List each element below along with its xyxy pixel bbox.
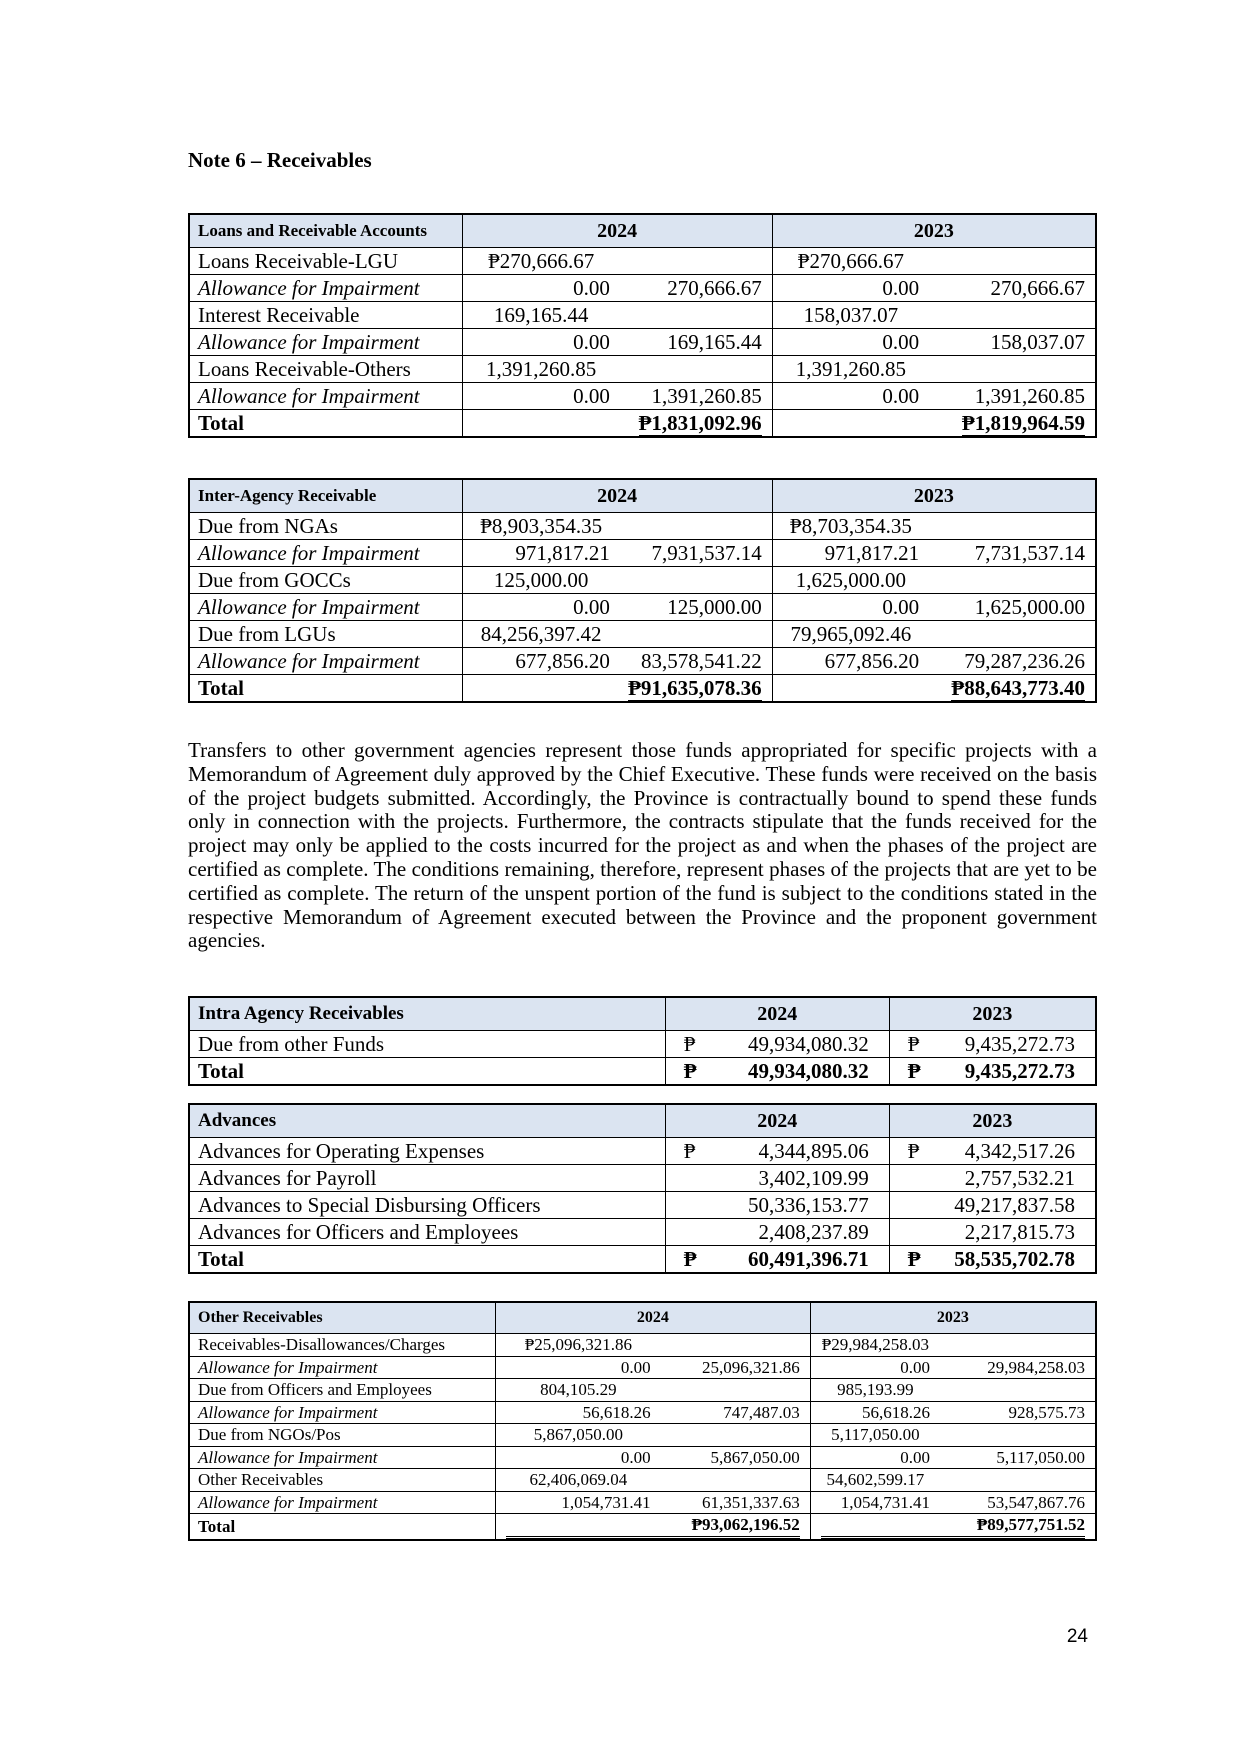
amount-cell: 50,336,153.77 xyxy=(665,1192,889,1219)
table-row xyxy=(189,410,1096,438)
total-amount: ₱91,635,078.36 xyxy=(628,676,762,702)
table-header-row xyxy=(189,1104,1096,1138)
intra-agency-receivables-table xyxy=(188,996,1097,1086)
row-label: Advances for Officers and Employees xyxy=(189,1219,665,1246)
row-label: Due from LGUs xyxy=(189,621,462,648)
amount-cell: 49,217,837.58 xyxy=(889,1192,1096,1219)
amount-cell xyxy=(496,1514,811,1540)
amount-cell: 2,408,237.89 xyxy=(665,1219,889,1246)
amount-cell: ₱29,984,258.03 xyxy=(810,1334,940,1357)
year-2024-header: 2024 xyxy=(496,1302,811,1334)
peso-sign: ₱ xyxy=(683,1032,696,1057)
amount-cell: 158,037.07 xyxy=(772,302,929,329)
amount-cell: 2,757,532.21 xyxy=(889,1165,1096,1192)
amount-cell: 169,165.44 xyxy=(462,302,620,329)
row-label: Allowance for Impairment xyxy=(189,383,462,410)
table-row xyxy=(189,1058,1096,1086)
amount-cell xyxy=(620,248,772,275)
amount-cell: ₱ 60,491,396.71 xyxy=(665,1246,889,1274)
table-title: Advances xyxy=(189,1104,665,1138)
peso-sign: ₱ xyxy=(907,1059,921,1084)
table-row xyxy=(189,1165,1096,1192)
amount-cell: 125,000.00 xyxy=(620,594,772,621)
row-label: Allowance for Impairment xyxy=(189,275,462,302)
row-label: Advances for Operating Expenses xyxy=(189,1138,665,1165)
amount-cell: 79,965,092.46 xyxy=(772,621,929,648)
amount-cell xyxy=(940,1334,1096,1357)
amount-cell: 5,867,050.00 xyxy=(661,1446,811,1469)
amount-cell: ₱ 4,344,895.06 xyxy=(665,1138,889,1165)
amount-cell xyxy=(929,356,1096,383)
row-label: Total xyxy=(189,1246,665,1274)
row-label: Allowance for Impairment xyxy=(189,594,462,621)
amount-cell: 0.00 xyxy=(772,329,929,356)
year-2024-header: 2024 xyxy=(665,997,889,1031)
amount-cell: ₱8,903,354.35 xyxy=(462,513,620,540)
table-row xyxy=(189,1246,1096,1274)
amount-cell: 0.00 xyxy=(462,275,620,302)
loans-and-receivable-table xyxy=(188,213,1097,438)
row-label: Other Receivables xyxy=(189,1469,496,1492)
other-receivables-table xyxy=(188,1301,1097,1541)
table-title: Intra Agency Receivables xyxy=(189,997,665,1031)
amount-cell: ₱25,096,321.86 xyxy=(496,1334,661,1357)
table-row xyxy=(189,1491,1096,1514)
amount-cell: 5,117,050.00 xyxy=(940,1446,1096,1469)
amount-cell: 928,575.73 xyxy=(940,1401,1096,1424)
amount-cell: 677,856.20 xyxy=(462,648,620,675)
total-amount: ₱89,577,751.52 xyxy=(821,1514,1085,1539)
amount-cell xyxy=(620,621,772,648)
table-row xyxy=(189,1514,1096,1540)
advances-table xyxy=(188,1103,1097,1274)
table-row xyxy=(189,1446,1096,1469)
amount-cell xyxy=(661,1379,811,1402)
amount-cell xyxy=(620,567,772,594)
amount-cell: 62,406,069.04 xyxy=(496,1469,661,1492)
amount-cell: 0.00 xyxy=(810,1356,940,1379)
table-row xyxy=(189,648,1096,675)
amount-cell: ₱8,703,354.35 xyxy=(772,513,929,540)
table-row xyxy=(189,1219,1096,1246)
total-amount: ₱93,062,196.52 xyxy=(506,1514,800,1539)
amount-cell xyxy=(772,410,1096,438)
amount-cell: 7,731,537.14 xyxy=(929,540,1096,567)
amount-cell: 971,817.21 xyxy=(462,540,620,567)
year-2023-header: 2023 xyxy=(810,1302,1096,1334)
peso-sign: ₱ xyxy=(683,1059,697,1084)
row-label: Allowance for Impairment xyxy=(189,1356,496,1379)
row-label: Total xyxy=(189,1058,665,1086)
total-amount: ₱1,819,964.59 xyxy=(962,411,1085,437)
table-row xyxy=(189,1031,1096,1058)
amount-cell: 0.00 xyxy=(772,594,929,621)
amount-cell: ₱ 49,934,080.32 xyxy=(665,1031,889,1058)
table-row xyxy=(189,1138,1096,1165)
amount-cell: 169,165.44 xyxy=(620,329,772,356)
table-row xyxy=(189,540,1096,567)
amount-cell: 270,666.67 xyxy=(620,275,772,302)
peso-sign: ₱ xyxy=(907,1139,920,1164)
row-label: Due from Officers and Employees xyxy=(189,1379,496,1402)
table-row xyxy=(189,248,1096,275)
amount-cell: 677,856.20 xyxy=(772,648,929,675)
row-label: Allowance for Impairment xyxy=(189,540,462,567)
amount-cell: 83,578,541.22 xyxy=(620,648,772,675)
amount-cell xyxy=(929,248,1096,275)
row-label: Advances to Special Disbursing Officers xyxy=(189,1192,665,1219)
amount-cell xyxy=(462,410,772,438)
amount-cell: 0.00 xyxy=(772,383,929,410)
row-label: Total xyxy=(189,675,462,703)
table-row xyxy=(189,275,1096,302)
amount-cell: 125,000.00 xyxy=(462,567,620,594)
amount-cell: 5,117,050.00 xyxy=(810,1424,940,1447)
table-row xyxy=(189,356,1096,383)
amount-cell: ₱ 58,535,702.78 xyxy=(889,1246,1096,1274)
amount-cell: 5,867,050.00 xyxy=(496,1424,661,1447)
amount-cell: ₱ 4,342,517.26 xyxy=(889,1138,1096,1165)
amount-cell: 1,391,260.85 xyxy=(772,356,929,383)
amount-cell: ₱ 9,435,272.73 xyxy=(889,1058,1096,1086)
year-2024-header: 2024 xyxy=(462,214,772,248)
table-header-row xyxy=(189,1302,1096,1334)
table-row xyxy=(189,383,1096,410)
row-label: Total xyxy=(189,410,462,438)
amount-cell: 79,287,236.26 xyxy=(929,648,1096,675)
amount-cell: 1,625,000.00 xyxy=(929,594,1096,621)
amount-cell: 158,037.07 xyxy=(929,329,1096,356)
amount-cell: 25,096,321.86 xyxy=(661,1356,811,1379)
year-2023-header: 2023 xyxy=(889,1104,1096,1138)
amount-cell xyxy=(929,621,1096,648)
transfers-paragraph: Transfers to other government agencies represent those funds appropriated for specific projects with a Memorandum of Agreement duly approved by the Chief Executive. These funds were received on the basis of the project budgets submitted. Accordingly, the Province is contractually bound to spend these funds only in connection with the projects. Furthermore, the contracts stipulate that the funds received for the project may only be applied to the costs incurred for the project as and when the phases of the project are certified as complete. The conditions remaining, therefore, represent phases of the projects that are yet to be certified as complete. The return of the unspent portion of the fund is subject to the conditions stated in the respective Memorandum of Agreement executed between the Province and the proponent government agencies. xyxy=(188,738,1097,953)
amount-cell xyxy=(661,1469,811,1492)
year-2023-header: 2023 xyxy=(772,214,1096,248)
table-row xyxy=(189,1469,1096,1492)
table-row xyxy=(189,1334,1096,1357)
amount-cell: 29,984,258.03 xyxy=(940,1356,1096,1379)
table-title: Other Receivables xyxy=(189,1302,496,1334)
row-label: Total xyxy=(189,1514,496,1540)
amount-cell: 0.00 xyxy=(496,1446,661,1469)
peso-sign: ₱ xyxy=(907,1032,920,1057)
amount-cell: 1,391,260.85 xyxy=(929,383,1096,410)
page-number: 24 xyxy=(1066,1626,1088,1647)
row-label: Allowance for Impairment xyxy=(189,648,462,675)
amount-cell: 2,217,815.73 xyxy=(889,1219,1096,1246)
year-2023-header: 2023 xyxy=(889,997,1096,1031)
amount-cell: 7,931,537.14 xyxy=(620,540,772,567)
peso-sign: ₱ xyxy=(683,1139,696,1164)
amount-cell xyxy=(929,567,1096,594)
year-2024-header: 2024 xyxy=(665,1104,889,1138)
amount-cell xyxy=(661,1424,811,1447)
amount-cell: 0.00 xyxy=(462,329,620,356)
amount-cell: 56,618.26 xyxy=(810,1401,940,1424)
amount-cell: 0.00 xyxy=(810,1446,940,1469)
amount-cell: 0.00 xyxy=(462,594,620,621)
amount-cell xyxy=(929,302,1096,329)
note-title: Note 6 – Receivables xyxy=(188,148,372,172)
amount-cell: 53,547,867.76 xyxy=(940,1491,1096,1514)
row-label: Loans Receivable-Others xyxy=(189,356,462,383)
amount-cell: 54,602,599.17 xyxy=(810,1469,940,1492)
table-row xyxy=(189,302,1096,329)
amount-cell xyxy=(462,675,772,703)
table-title: Inter-Agency Receivable xyxy=(189,479,462,513)
amount-cell xyxy=(620,356,772,383)
table-row xyxy=(189,621,1096,648)
row-label: Interest Receivable xyxy=(189,302,462,329)
amount-cell: 0.00 xyxy=(462,383,620,410)
row-label: Due from GOCCs xyxy=(189,567,462,594)
amount-cell: ₱ 9,435,272.73 xyxy=(889,1031,1096,1058)
table-row xyxy=(189,1379,1096,1402)
amount-cell: 61,351,337.63 xyxy=(661,1491,811,1514)
row-label: Due from NGAs xyxy=(189,513,462,540)
amount-cell: 971,817.21 xyxy=(772,540,929,567)
amount-cell: 56,618.26 xyxy=(496,1401,661,1424)
table-title: Loans and Receivable Accounts xyxy=(189,214,462,248)
table-row xyxy=(189,1401,1096,1424)
row-label: Due from NGOs/Pos xyxy=(189,1424,496,1447)
total-amount: ₱1,831,092.96 xyxy=(639,411,762,437)
amount-cell xyxy=(929,513,1096,540)
table-row xyxy=(189,1356,1096,1379)
amount-cell xyxy=(772,675,1096,703)
table-header-row xyxy=(189,214,1096,248)
table-row xyxy=(189,675,1096,703)
amount-cell: 3,402,109.99 xyxy=(665,1165,889,1192)
row-label: Loans Receivable-LGU xyxy=(189,248,462,275)
amount-cell: 0.00 xyxy=(496,1356,661,1379)
amount-cell: 1,391,260.85 xyxy=(620,383,772,410)
amount-cell xyxy=(620,302,772,329)
amount-cell: ₱270,666.67 xyxy=(462,248,620,275)
amount-cell xyxy=(661,1334,811,1357)
amount-cell xyxy=(810,1514,1096,1540)
table-header-row xyxy=(189,997,1096,1031)
row-label: Due from other Funds xyxy=(189,1031,665,1058)
amount-cell xyxy=(940,1424,1096,1447)
amount-cell: 985,193.99 xyxy=(810,1379,940,1402)
amount-cell: ₱270,666.67 xyxy=(772,248,929,275)
row-label: Allowance for Impairment xyxy=(189,329,462,356)
amount-cell: 84,256,397.42 xyxy=(462,621,620,648)
amount-cell: 1,391,260.85 xyxy=(462,356,620,383)
year-2023-header: 2023 xyxy=(772,479,1096,513)
row-label: Allowance for Impairment xyxy=(189,1491,496,1514)
peso-sign: ₱ xyxy=(683,1247,697,1272)
amount-cell: 1,625,000.00 xyxy=(772,567,929,594)
table-row xyxy=(189,329,1096,356)
peso-sign: ₱ xyxy=(907,1247,921,1272)
amount-cell: 0.00 xyxy=(772,275,929,302)
table-row xyxy=(189,513,1096,540)
amount-cell: 1,054,731.41 xyxy=(810,1491,940,1514)
row-label: Allowance for Impairment xyxy=(189,1446,496,1469)
amount-cell xyxy=(620,513,772,540)
amount-cell: 804,105.29 xyxy=(496,1379,661,1402)
amount-cell: 747,487.03 xyxy=(661,1401,811,1424)
row-label: Advances for Payroll xyxy=(189,1165,665,1192)
amount-cell xyxy=(940,1379,1096,1402)
table-header-row xyxy=(189,479,1096,513)
amount-cell xyxy=(940,1469,1096,1492)
row-label: Allowance for Impairment xyxy=(189,1401,496,1424)
table-row xyxy=(189,1192,1096,1219)
table-row xyxy=(189,594,1096,621)
inter-agency-receivable-table xyxy=(188,478,1097,703)
amount-cell: 1,054,731.41 xyxy=(496,1491,661,1514)
year-2024-header: 2024 xyxy=(462,479,772,513)
amount-cell: ₱ 49,934,080.32 xyxy=(665,1058,889,1086)
table-row xyxy=(189,1424,1096,1447)
table-row xyxy=(189,567,1096,594)
amount-cell: 270,666.67 xyxy=(929,275,1096,302)
total-amount: ₱88,643,773.40 xyxy=(951,676,1085,702)
row-label: Receivables-Disallowances/Charges xyxy=(189,1334,496,1357)
